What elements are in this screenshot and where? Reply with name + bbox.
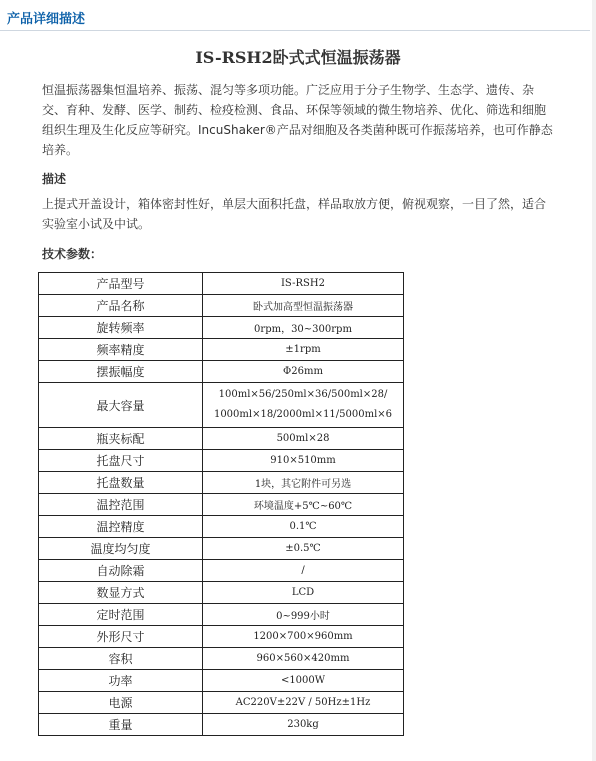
spec-label: 温控精度 [39, 516, 203, 538]
table-row [39, 428, 404, 450]
spec-value: 1块，其它附件可另选 [203, 472, 404, 494]
spec-value: 500ml×28 [203, 428, 404, 450]
spec-label: 自动除霜 [39, 560, 203, 582]
table-row [39, 714, 404, 736]
spec-value: LCD [203, 582, 404, 604]
spec-label: 外形尺寸 [39, 626, 203, 648]
spec-value: <1000W [203, 670, 404, 692]
spec-label: 电源 [39, 692, 203, 714]
table-row [39, 383, 404, 428]
spec-value-line: 100ml×56/250ml×36/500ml×28/ [218, 389, 388, 400]
table-row [39, 560, 404, 582]
spec-value: 0.1℃ [203, 516, 404, 538]
section-title: 产品详细描述 [7, 12, 86, 27]
spec-value: 0~999小时 [203, 604, 404, 626]
table-row [39, 670, 404, 692]
table-row [39, 494, 404, 516]
spec-value: 910×510mm [203, 450, 404, 472]
section-header [0, 0, 596, 30]
spec-label: 产品名称 [39, 295, 203, 317]
spec-value: 卧式加高型恒温振荡器 [203, 295, 404, 317]
table-row [39, 604, 404, 626]
spec-label: 温度均匀度 [39, 538, 203, 560]
description-paragraph: 上提式开盖设计，箱体密封性好，单层大面积托盘，样品取放方便，俯视观察，一目了然，适合实验室小试及中试。 [42, 197, 547, 231]
spec-value [203, 383, 404, 428]
spec-label: 产品型号 [39, 273, 203, 295]
table-row [39, 317, 404, 339]
table-row [39, 582, 404, 604]
spec-label: 重量 [39, 714, 203, 736]
spec-label: 频率精度 [39, 339, 203, 361]
spec-label: 旋转频率 [39, 317, 203, 339]
spec-value-line: 1000ml×18/2000ml×11/5000ml×6 [213, 409, 393, 420]
spec-label: 数显方式 [39, 582, 203, 604]
spec-label: 定时范围 [39, 604, 203, 626]
page-title: IS-RSH2卧式式恒温振荡器 [195, 48, 401, 67]
spec-value: 环境温度+5℃~60℃ [203, 494, 404, 516]
spec-label: 温控范围 [39, 494, 203, 516]
table-row [39, 692, 404, 714]
table-row [39, 361, 404, 383]
table-row [39, 472, 404, 494]
spec-value: 960×560×420mm [203, 648, 404, 670]
page-scrollbar[interactable] [592, 0, 596, 761]
spec-label: 托盘尺寸 [39, 450, 203, 472]
spec-label: 最大容量 [39, 383, 203, 428]
table-row [39, 626, 404, 648]
spec-label: 容积 [39, 648, 203, 670]
table-row [39, 538, 404, 560]
table-row [39, 648, 404, 670]
spec-value: 1200×700×960mm [203, 626, 404, 648]
specs-heading: 技术参数： [42, 247, 103, 261]
spec-label: 托盘数量 [39, 472, 203, 494]
spec-value: Φ26mm [203, 361, 404, 383]
spec-table [38, 272, 404, 736]
table-row [39, 339, 404, 361]
section-divider [0, 30, 590, 31]
spec-value: AC220V±22V / 50Hz±1Hz [203, 692, 404, 714]
description-heading: 描述 [42, 172, 67, 186]
intro-paragraph: 恒温振荡器集恒温培养、振荡、混匀等多项功能。广泛应用于分子生物学、生态学、遗传、杂交、育种、发酵、医学、制药、检疫检测、食品、环保等领域的微生物培养、优化、筛选和细胞组织生理及生化反应等研究。IncuShaker®产品对细胞及各类菌种既可作振荡培养，也可作静态培养。 [42, 83, 553, 157]
table-row [39, 273, 404, 295]
table-row [39, 450, 404, 472]
spec-value: / [203, 560, 404, 582]
spec-value: 0rpm，30~300rpm [203, 317, 404, 339]
table-row [39, 295, 404, 317]
spec-value: IS-RSH2 [203, 273, 404, 295]
spec-value: ±0.5℃ [203, 538, 404, 560]
spec-label: 功率 [39, 670, 203, 692]
spec-label: 摆振幅度 [39, 361, 203, 383]
table-row [39, 516, 404, 538]
spec-value: 230kg [203, 714, 404, 736]
spec-label: 瓶夹标配 [39, 428, 203, 450]
spec-value: ±1rpm [203, 339, 404, 361]
